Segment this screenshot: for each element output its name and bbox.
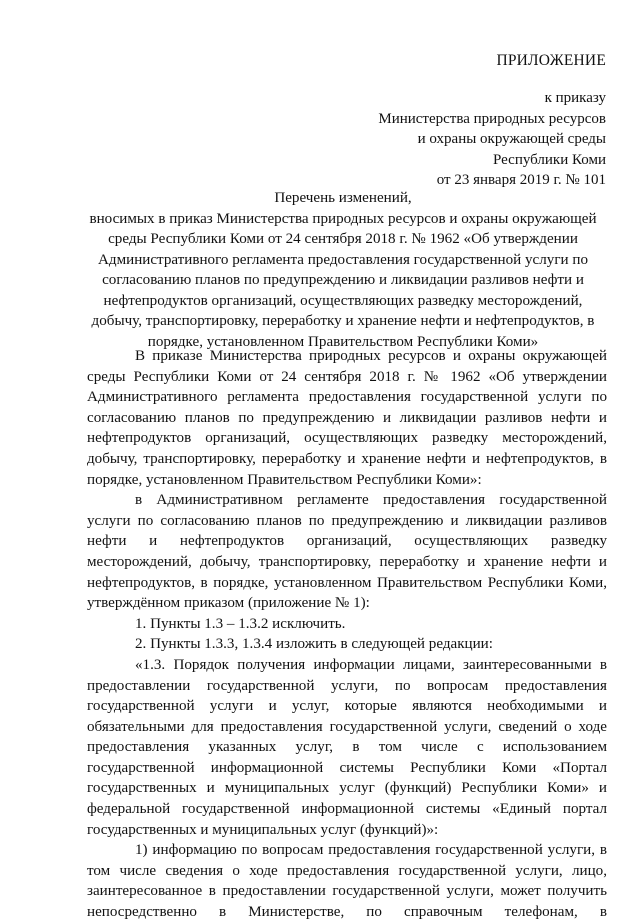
body-line: том числе сведения о ходе предоставления государственной услуги, лицо, bbox=[87, 862, 607, 879]
body-line: нефти и нефтепродуктов организаций, осуществляющих разведку bbox=[87, 533, 607, 550]
body-line: заинтересованное в предоставлении государственной услуги, может получить bbox=[87, 883, 607, 900]
heading-line: среды Республики Коми от 24 сентября 2018 г. № 1962 «Об утверждении bbox=[108, 231, 578, 247]
body-line: согласованию планов по предупреждению и ликвидации разливов нефти и bbox=[87, 409, 607, 426]
order-reference-line: к приказу bbox=[544, 90, 606, 106]
order-reference-line: и охраны окружающей среды bbox=[417, 131, 606, 147]
heading-line: добычу, транспортировку, переработку и хранение нефти и нефтепродуктов, в bbox=[91, 313, 595, 329]
body-line: 1. Пункты 1.3 – 1.3.2 исключить. bbox=[135, 615, 346, 632]
heading-line: нефтепродуктов организаций, осуществляющих разведку месторождений, bbox=[103, 292, 583, 309]
document-heading bbox=[78, 188, 608, 352]
heading-line: порядке, установленном Правительством Республики Коми» bbox=[147, 333, 539, 350]
order-reference-line: от 23 января 2019 г. № 101 bbox=[436, 172, 606, 188]
body-line: непосредственно в Министерстве, по справочным телефонам, в bbox=[87, 904, 607, 921]
body-line: нефтепродуктов организаций, осуществляющих разведку месторождений, bbox=[87, 430, 607, 447]
body-line: В приказе Министерства природных ресурсов и охраны окружающей bbox=[135, 348, 607, 364]
document-body bbox=[87, 346, 607, 923]
appendix-title: ПРИЛОЖЕНИЕ bbox=[496, 52, 606, 69]
body-line: добычу, транспортировку, переработку и хранение нефти и нефтепродуктов, в bbox=[87, 450, 607, 467]
body-line: государственных и муниципальных услуг (функций)»: bbox=[87, 821, 439, 838]
order-reference bbox=[378, 88, 606, 191]
heading-line: согласованию планов по предупреждению и ликвидации разливов нефти и bbox=[102, 272, 584, 288]
body-line: государственной услуги и услуг, которые являются необходимыми и bbox=[87, 698, 607, 715]
heading-line: Перечень изменений, bbox=[274, 190, 412, 206]
body-line: государственных и муниципальных услуг (функций) Республики Коми» и bbox=[87, 780, 607, 797]
body-line: порядке, установленном Правительством Республики Коми»: bbox=[87, 471, 482, 488]
order-reference-line: Министерства природных ресурсов bbox=[378, 110, 606, 127]
body-line: 1) информацию по вопросам предоставления государственной услуги, в bbox=[135, 842, 607, 859]
body-line: предоставления указанных услуг, в том числе с использованием bbox=[87, 739, 607, 756]
body-line: 2. Пункты 1.3.3, 1.3.4 изложить в следующей редакции: bbox=[135, 636, 493, 653]
body-line: государственной информационной системы Республики Коми «Портал bbox=[87, 759, 607, 776]
body-line: Административного регламента предоставления государственной услуги по bbox=[87, 389, 607, 406]
body-line: обязательными для предоставления государственной услуги, сведений о ходе bbox=[87, 718, 607, 735]
heading-line: вносимых в приказ Министерства природных ресурсов и охраны окружающей bbox=[89, 210, 597, 227]
body-line: федеральной государственной информационной системы «Единый портал bbox=[87, 801, 607, 818]
body-line: месторождений, добычу, транспортировку, переработку и хранение нефти и bbox=[87, 553, 607, 570]
body-line: в Административном регламенте предоставления государственной bbox=[135, 492, 607, 509]
body-line: среды Республики Коми от 24 сентября 2018 г. № 1962 «Об утверждении bbox=[87, 368, 607, 385]
body-line: услуги по согласованию планов по предупреждению и ликвидации разливов bbox=[87, 512, 607, 529]
body-line: «1.3. Порядок получения информации лицами, заинтересованными в bbox=[135, 656, 607, 673]
body-line: утверждённом приказом (приложение № 1): bbox=[87, 595, 370, 612]
body-line: предоставлении государственной услуги, по вопросам предоставления bbox=[87, 677, 607, 694]
body-line: нефтепродуктов, в порядке, установленном Правительством Республики Коми, bbox=[87, 574, 607, 591]
order-reference-line: Республики Коми bbox=[493, 151, 606, 168]
heading-line: Административного регламента предоставления государственной услуги по bbox=[97, 251, 588, 268]
